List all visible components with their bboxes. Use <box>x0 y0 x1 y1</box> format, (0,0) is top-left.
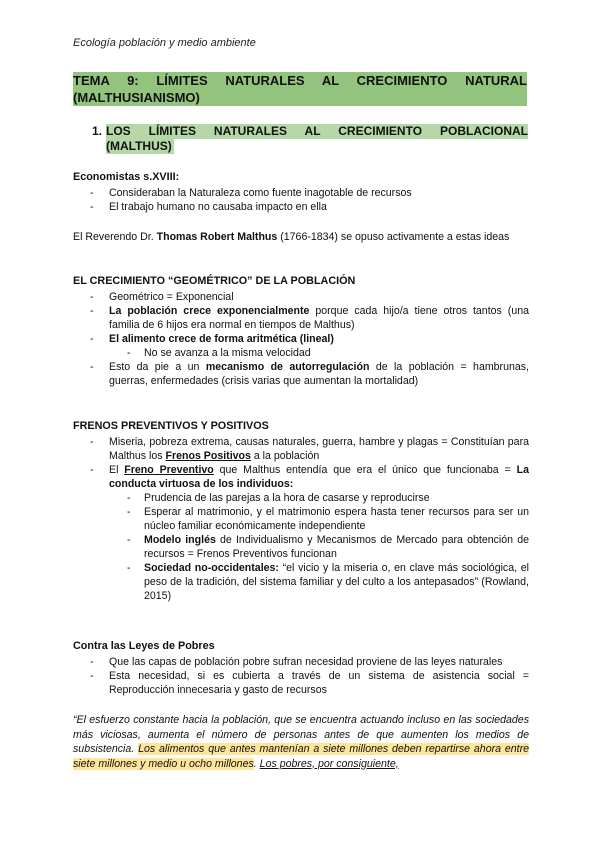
list-item: - Que las capas de población pobre sufran necesidad proviene de las leyes naturales <box>90 656 503 668</box>
malthus-name: Thomas Robert Malthus <box>156 231 278 243</box>
list-item: - La población crece exponencialmente porque cada hijo/a tiene otros tantos (una familia de 6 hijos era normal en tiempos de Malthus) <box>90 305 529 331</box>
topic-title <box>73 72 527 106</box>
list-item: - Prudencia de las parejas a la hora de casarse y reproducirse <box>127 492 430 504</box>
leyes-heading: Contra las Leyes de Pobres <box>73 640 215 652</box>
frenos-list <box>73 435 529 603</box>
section-heading <box>92 124 528 154</box>
list-item: - No se avanza a la misma velocidad <box>127 347 311 359</box>
list-item: - El Freno Preventivo que Malthus entendía que era el único que funcionaba = La conducta virtuosa de los individuos: <box>90 464 529 490</box>
list-item: - Esperar al matrimonio, y el matrimonio espera hasta tener recursos para ser un núcleo familiar económicamente independiente <box>127 506 529 532</box>
topic-title-line2: (MALTHUSIANISMO) <box>73 90 200 105</box>
section-heading-line2: (MALTHUS) <box>106 139 172 153</box>
list-item: - Miseria, pobreza extrema, causas naturales, guerra, hambre y plagas = Constituían para Malthus los Frenos Positivos a la población <box>90 436 529 462</box>
quote-underline: Los pobres, por consiguiente, <box>259 757 399 770</box>
quote-highlight: Los alimentos que antes mantenían a siete millones deben repartirse ahora entre siete millones y medio u ocho millones <box>73 743 529 770</box>
list-item: - Esta necesidad, si es cubierta a través de un sistema de asistencia social = Reproducción innecesaria y gasto de recursos <box>90 670 529 696</box>
header-subject: Ecología población y medio ambiente <box>73 37 256 49</box>
frenos-heading: FRENOS PREVENTIVOS Y POSITIVOS <box>73 420 269 432</box>
list-item: - El alimento crece de forma aritmética (lineal) <box>90 333 334 345</box>
list-item: - Modelo inglés de Individualismo y Mecanismos de Mercado para obtención de recursos = Frenos Preventivos funcionan <box>127 534 529 560</box>
economistas-list <box>73 186 529 214</box>
malthus-quote: “El esfuerzo constante hacia la población, que se encuentra actuando incluso en las sociedades más viciosas, aumenta el número de personas antes de que aumenten los medios de subsistencia. Los alimentos que antes mantenían a siete millones deben repartirse ahora entre siete millones y medio u ocho millones. Los pobres, por consiguiente, <box>73 714 529 770</box>
crecimiento-list <box>73 290 529 388</box>
section-number: 1. <box>92 124 103 138</box>
list-item: - El trabajo humano no causaba impacto en ella <box>90 201 327 213</box>
list-item: - Geométrico = Exponencial <box>90 291 234 303</box>
economistas-heading: Economistas s.XVIII: <box>73 171 180 183</box>
crecimiento-heading: EL CRECIMIENTO “GEOMÉTRICO” DE LA POBLACIÓN <box>73 275 356 287</box>
topic-title-line1: TEMA 9: LÍMITES NATURALES AL CRECIMIENTO NATURAL <box>73 73 527 88</box>
list-item: - Esto da pie a un mecanismo de autorregulación de la población = hambrunas, guerras, enfermedades (crisis varias que aumentan la mortalidad) <box>90 361 530 387</box>
malthus-intro: El Reverendo Dr. Thomas Robert Malthus (1766-1834) se opuso activamente a estas ideas <box>73 231 510 243</box>
list-item: - Consideraban la Naturaleza como fuente inagotable de recursos <box>90 187 412 199</box>
leyes-list <box>73 655 529 697</box>
list-item: - Sociedad no-occidentales: “el vicio y la miseria o, en clave más sociológica, el peso de la tradición, del sistema familiar y del culto a los antepasados” (Rowland, 2015) <box>127 562 529 602</box>
section-heading-line1: LOS LÍMITES NATURALES AL CRECIMIENTO POBLACIONAL <box>106 124 528 138</box>
